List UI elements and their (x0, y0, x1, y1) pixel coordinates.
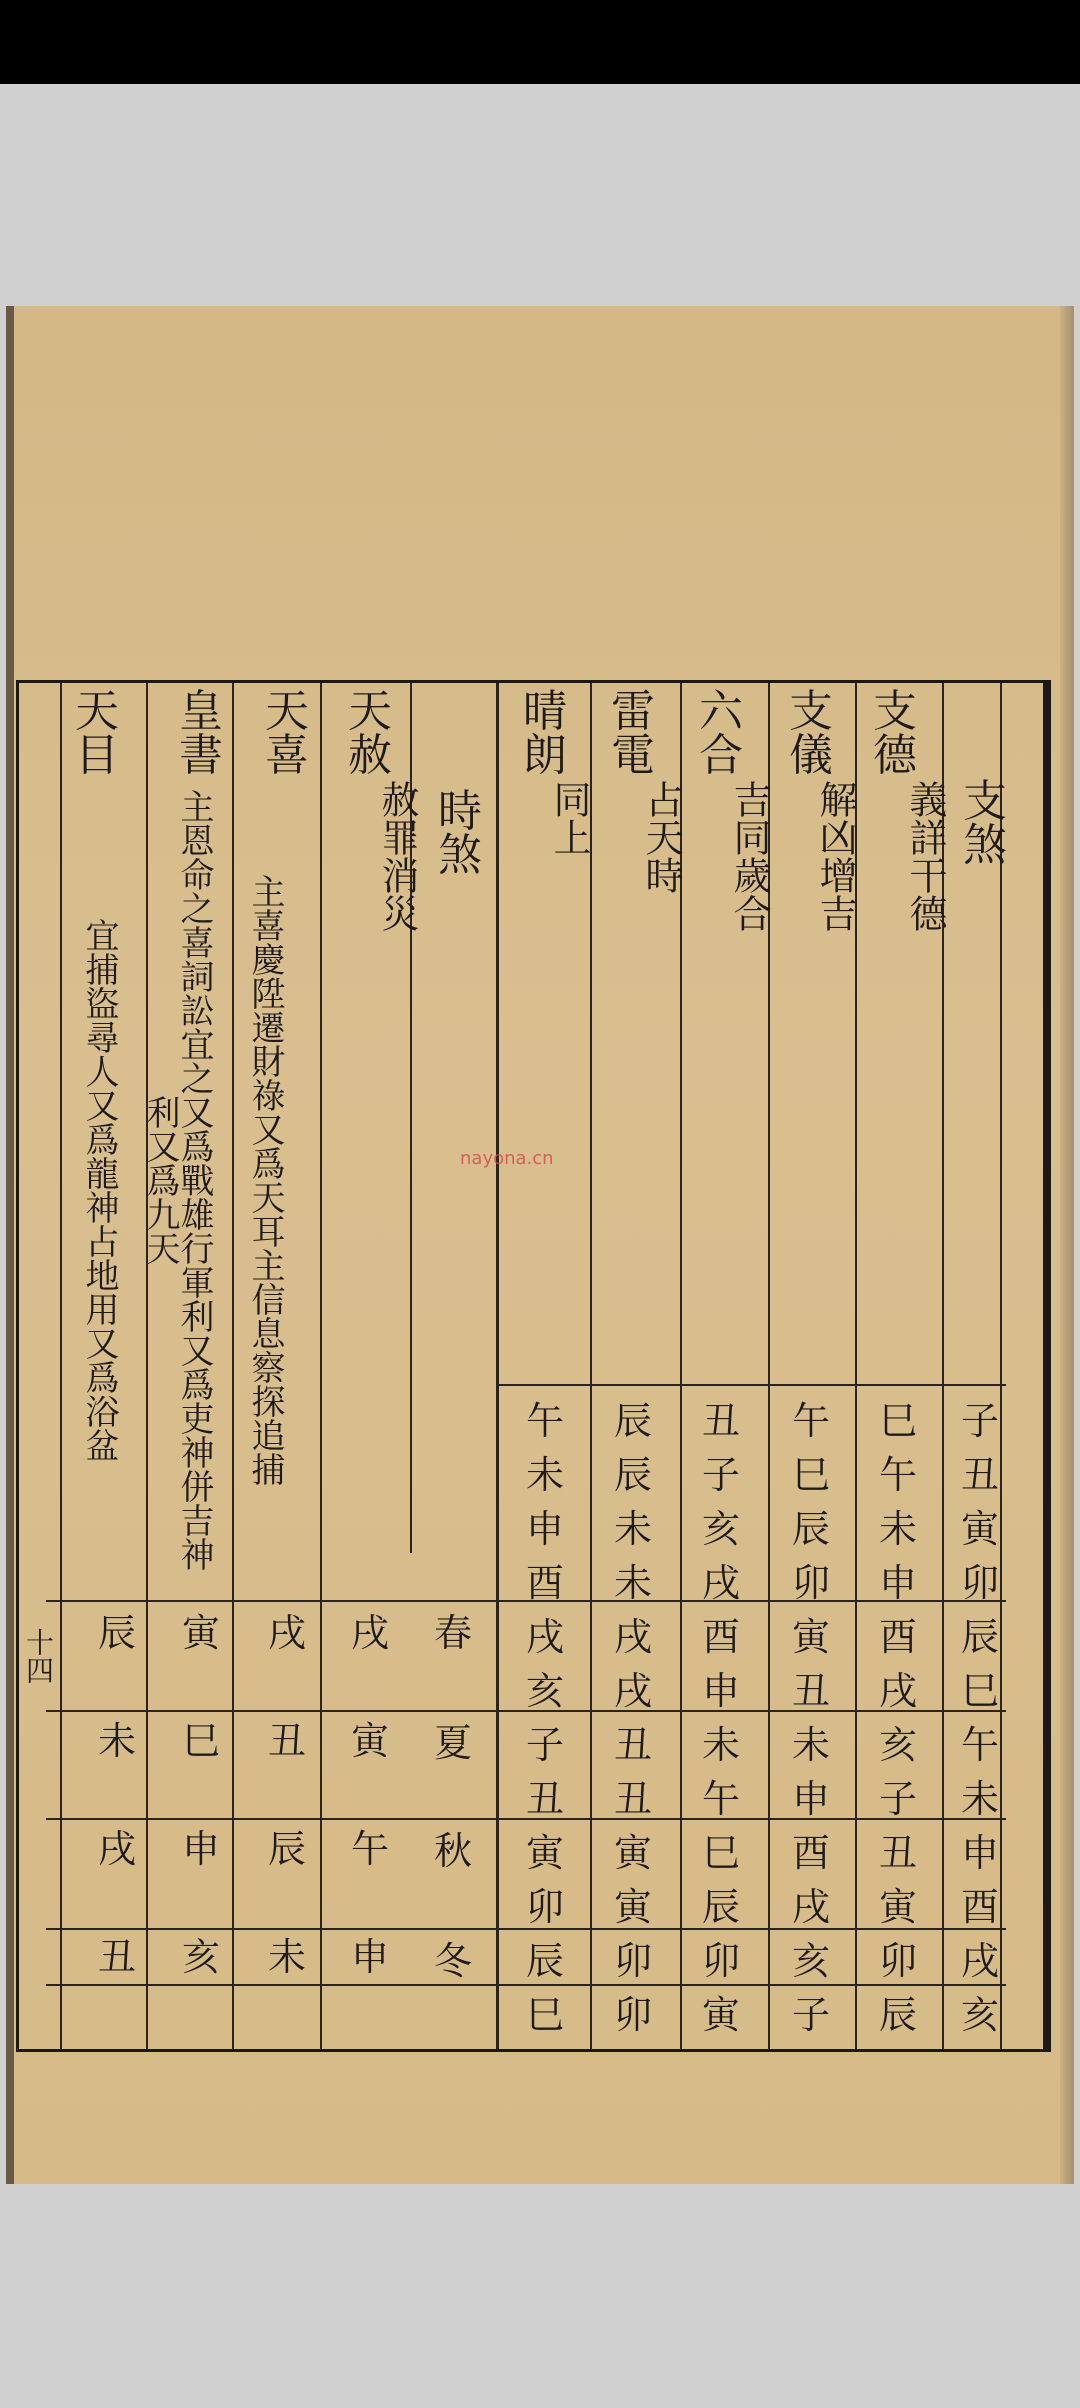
branch-cell: 子 (701, 1452, 740, 1497)
column-qinglang (520, 686, 570, 781)
column-qinglang-note (544, 780, 594, 856)
branch-cell: 辰 (701, 1884, 740, 1929)
branch-cell: 卯 (613, 1992, 652, 2037)
column-shisha (435, 786, 485, 881)
page-number (18, 1628, 58, 1684)
season-cell: 寅 (350, 1718, 389, 1763)
column-tianshe-note (372, 780, 422, 932)
rule-v (60, 683, 62, 2049)
branch-cell: 卯 (791, 1560, 830, 1605)
branch-cell: 未 (613, 1506, 652, 1551)
season-cell: 丑 (267, 1718, 306, 1763)
branch-cell: 寅 (525, 1830, 564, 1875)
branch-cell: 未 (960, 1776, 999, 1821)
branch-cell: 午 (701, 1776, 740, 1821)
season-cell: 戌 (267, 1610, 306, 1655)
column-tianmu (72, 686, 122, 781)
season-cell: 辰 (97, 1610, 136, 1655)
branch-cell: 午 (791, 1398, 830, 1443)
column-leidian-note (636, 780, 686, 894)
page-right-edge (1060, 306, 1074, 2184)
season-cell: 午 (350, 1826, 389, 1871)
column-title: 天目 (75, 686, 119, 781)
branch-cell: 寅 (791, 1614, 830, 1659)
branch-cell: 戌 (878, 1668, 917, 1713)
branch-cell: 寅 (878, 1884, 917, 1929)
branch-cell: 午 (525, 1398, 564, 1443)
rule-v (590, 683, 592, 2049)
branch-cell: 卯 (878, 1938, 917, 1983)
column-note: 義詳干德 (903, 780, 947, 932)
branch-cell: 辰 (791, 1506, 830, 1551)
branch-cell: 卯 (525, 1884, 564, 1929)
column-note: 同上 (547, 780, 591, 856)
branch-cell: 寅 (613, 1830, 652, 1875)
branch-cell: 丑 (613, 1722, 652, 1767)
branch-cell: 辰 (878, 1992, 917, 2037)
branch-cell: 巳 (878, 1398, 917, 1443)
column-huangshu (176, 686, 226, 781)
branch-cell: 卯 (613, 1938, 652, 1983)
season-cell: 申 (350, 1934, 389, 1979)
branch-cell: 丑 (701, 1398, 740, 1443)
season-cell: 寅 (181, 1610, 220, 1655)
branch-cell: 未 (701, 1722, 740, 1767)
column-title: 時煞 (438, 786, 482, 881)
branch-cell: 子 (878, 1776, 917, 1821)
column-tianxi-note (240, 780, 290, 1580)
branch-cell: 卯 (960, 1560, 999, 1605)
branch-cell: 子 (525, 1722, 564, 1767)
branch-cell: 午 (960, 1722, 999, 1767)
column-title: 皇書 (179, 686, 223, 781)
branch-cell: 戌 (701, 1560, 740, 1605)
branch-cell: 酉 (791, 1830, 830, 1875)
column-liuhe-note (724, 780, 774, 932)
season-cell: 巳 (181, 1718, 220, 1763)
rule-v (232, 683, 234, 2049)
season-cell: 戌 (350, 1610, 389, 1655)
season-cell: 未 (267, 1934, 306, 1979)
branch-cell: 辰 (613, 1452, 652, 1497)
season-cell: 戌 (97, 1826, 136, 1871)
branch-cell: 丑 (878, 1830, 917, 1875)
column-tianxi (262, 686, 312, 781)
branch-cell: 辰 (613, 1398, 652, 1443)
column-liuhe (696, 686, 746, 781)
branch-cell: 巳 (701, 1830, 740, 1875)
branch-cell: 戌 (791, 1884, 830, 1929)
branch-cell: 戌 (613, 1668, 652, 1713)
column-note: 宜捕盜尋人又爲龍神占地用又爲浴盆 (79, 918, 119, 1462)
column-note: 主恩命之喜詞訟宜之又爲戰雄行軍利又爲吏神併吉神利又爲九天 (140, 789, 214, 1571)
page-left-edge (6, 306, 14, 2184)
branch-cell: 子 (791, 1992, 830, 2037)
column-title: 天喜 (265, 686, 309, 781)
season-cell: 未 (97, 1718, 136, 1763)
branch-cell: 亥 (878, 1722, 917, 1767)
column-tianmu-note (74, 800, 124, 1580)
column-title: 晴朗 (523, 686, 567, 781)
season-header: 冬 (433, 1938, 472, 1983)
branch-cell: 酉 (878, 1614, 917, 1659)
branch-cell: 申 (525, 1506, 564, 1551)
season-header: 秋 (433, 1828, 472, 1873)
branch-cell: 戌 (613, 1614, 652, 1659)
branch-cell: 未 (791, 1722, 830, 1767)
column-note: 吉同歲合 (727, 780, 771, 932)
branch-cell: 亥 (701, 1506, 740, 1551)
column-huangshu-note (140, 780, 214, 1580)
branch-cell: 卯 (701, 1938, 740, 1983)
season-cell: 辰 (267, 1826, 306, 1871)
bottom-bar (0, 2186, 1080, 2408)
rule-v (496, 683, 499, 2049)
branch-cell: 申 (878, 1560, 917, 1605)
rule-h (496, 1384, 1006, 1386)
branch-cell: 酉 (701, 1614, 740, 1659)
page-number-text: 十四 (22, 1628, 55, 1684)
column-title: 支儀 (789, 686, 833, 781)
branch-cell: 申 (960, 1830, 999, 1875)
season-header: 夏 (433, 1720, 472, 1765)
branch-cell: 辰 (525, 1938, 564, 1983)
branch-cell: 未 (525, 1452, 564, 1497)
branch-cell: 巳 (791, 1452, 830, 1497)
column-title: 支德 (873, 686, 917, 781)
season-cell: 丑 (97, 1934, 136, 1979)
branch-cell: 未 (613, 1560, 652, 1605)
branch-cell: 丑 (525, 1776, 564, 1821)
column-tianshe (345, 686, 395, 781)
branch-cell: 申 (791, 1776, 830, 1821)
branch-cell: 亥 (525, 1668, 564, 1713)
column-zhide-note (900, 780, 950, 932)
column-zhisha (960, 776, 1010, 871)
branch-cell: 巳 (525, 1992, 564, 2037)
column-zhide (870, 686, 920, 781)
top-black-bar (0, 0, 1080, 84)
column-note: 赦罪消災 (375, 780, 419, 932)
branch-cell: 丑 (960, 1452, 999, 1497)
branch-cell: 丑 (613, 1776, 652, 1821)
branch-cell: 午 (878, 1452, 917, 1497)
branch-cell: 辰 (960, 1614, 999, 1659)
column-title: 天赦 (348, 686, 392, 781)
column-zhiyi-note (810, 780, 860, 932)
season-cell: 申 (181, 1826, 220, 1871)
column-title: 六合 (699, 686, 743, 781)
branch-cell: 戌 (525, 1614, 564, 1659)
branch-cell: 子 (960, 1398, 999, 1443)
branch-cell: 亥 (791, 1938, 830, 1983)
branch-cell: 酉 (525, 1560, 564, 1605)
branch-cell: 寅 (701, 1992, 740, 2037)
branch-cell: 丑 (791, 1668, 830, 1713)
branch-cell: 未 (878, 1506, 917, 1551)
branch-cell: 戌 (960, 1938, 999, 1983)
branch-cell: 酉 (960, 1884, 999, 1929)
branch-cell: 寅 (613, 1884, 652, 1929)
branch-cell: 巳 (960, 1668, 999, 1713)
branch-cell: 寅 (960, 1506, 999, 1551)
season-cell: 亥 (181, 1934, 220, 1979)
column-title: 支煞 (963, 776, 1007, 871)
column-zhiyi (786, 686, 836, 781)
column-note: 主喜慶陞遷財祿又爲天耳主信息察探追捕 (245, 874, 285, 1486)
watermark: nayona.cn (460, 1148, 554, 1169)
column-leidian (608, 686, 658, 781)
season-header: 春 (433, 1610, 472, 1655)
column-note: 解凶增吉 (813, 780, 857, 932)
column-note: 占天時 (639, 780, 683, 894)
branch-cell: 亥 (960, 1992, 999, 2037)
column-title: 雷電 (611, 686, 655, 781)
rule-v (320, 683, 322, 2049)
branch-cell: 申 (701, 1668, 740, 1713)
